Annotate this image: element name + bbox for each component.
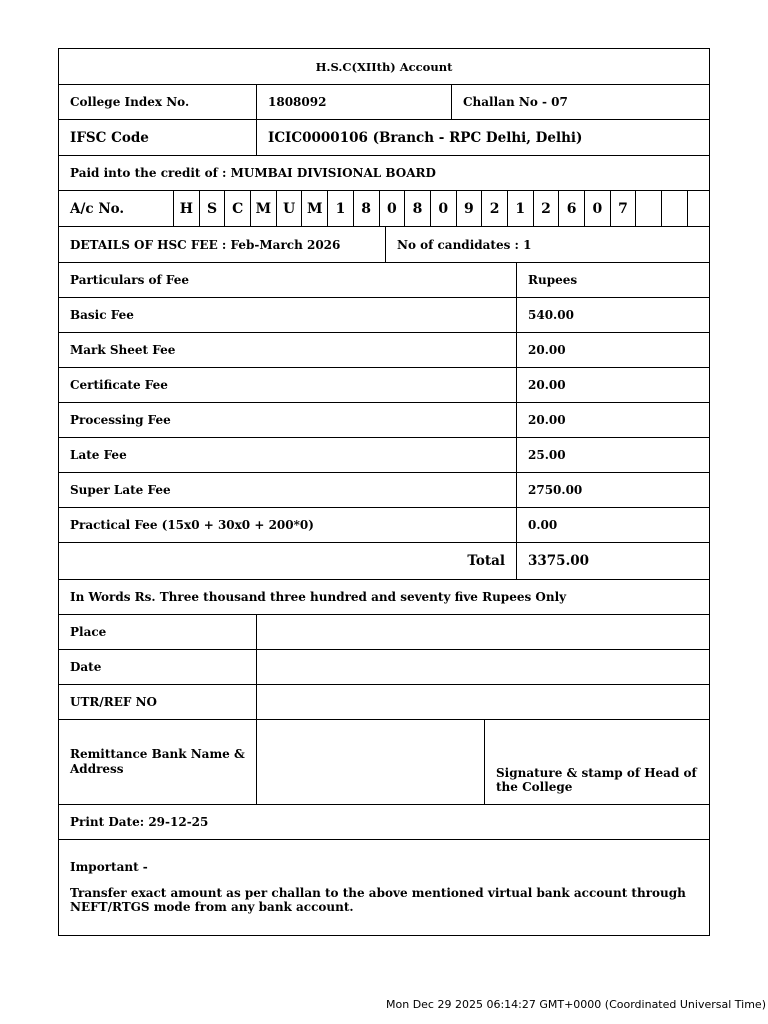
ifsc-label: IFSC Code xyxy=(70,129,149,146)
paid-into-text: Paid into the credit of : MUMBAI DIVISIONAL BOARD xyxy=(70,166,436,180)
fee-amount: 540.00 xyxy=(516,298,709,332)
fee-row xyxy=(59,298,709,333)
place-row xyxy=(59,615,709,650)
total-value: 3375.00 xyxy=(516,543,709,579)
challan-form xyxy=(58,48,710,936)
fee-row xyxy=(59,403,709,438)
fee-name: Super Late Fee xyxy=(70,483,171,497)
in-words-row xyxy=(59,580,709,615)
date-row xyxy=(59,650,709,685)
fee-name: Processing Fee xyxy=(70,413,171,427)
remittance-label: Remittance Bank Name & Address xyxy=(70,747,245,776)
fee-name: Practical Fee (15x0 + 30x0 + 200*0) xyxy=(70,518,314,532)
account-char-box: 7 xyxy=(610,191,636,226)
fee-row xyxy=(59,333,709,368)
fee-amount: 20.00 xyxy=(516,333,709,367)
account-row xyxy=(59,191,709,227)
fee-name: Basic Fee xyxy=(70,308,134,322)
fee-amount: 25.00 xyxy=(516,438,709,472)
place-label: Place xyxy=(70,625,107,639)
title-row xyxy=(59,49,709,85)
print-timestamp: Mon Dec 29 2025 06:14:27 GMT+0000 (Coordinated Universal Time) xyxy=(386,998,766,1011)
fee-details-row xyxy=(59,227,709,263)
particulars-header: Particulars of Fee xyxy=(70,273,189,287)
account-char-box: 0 xyxy=(430,191,456,226)
college-index-row xyxy=(59,85,709,120)
account-char-box xyxy=(635,191,661,226)
fee-amount: 2750.00 xyxy=(516,473,709,507)
account-char-box: 8 xyxy=(353,191,379,226)
fee-name: Certificate Fee xyxy=(70,378,168,392)
date-value xyxy=(256,650,709,684)
important-text: Transfer exact amount as per challan to the above mentioned virtual bank account through NEFT/RTGS mode from any bank account. xyxy=(70,885,686,914)
in-words-text: In Words Rs. Three thousand three hundred and seventy five Rupees Only xyxy=(70,590,567,604)
college-index-label: College Index No. xyxy=(70,95,190,109)
account-char-box: 8 xyxy=(404,191,430,226)
important-note xyxy=(59,840,709,935)
ifsc-value: ICIC0000106 (Branch - RPC Delhi, Delhi) xyxy=(256,120,709,155)
account-char-box: M xyxy=(250,191,276,226)
account-char-box: 2 xyxy=(481,191,507,226)
remittance-value xyxy=(256,720,484,804)
account-number-boxes xyxy=(173,191,712,226)
account-char-box: 1 xyxy=(507,191,533,226)
fee-amount: 0.00 xyxy=(516,508,709,542)
account-char-box: U xyxy=(276,191,302,226)
fee-row xyxy=(59,508,709,543)
fee-amount: 20.00 xyxy=(516,368,709,402)
account-char-box xyxy=(661,191,687,226)
important-title: Important - xyxy=(70,860,148,874)
account-char-box: 0 xyxy=(584,191,610,226)
utr-label: UTR/REF NO xyxy=(70,695,157,709)
total-row xyxy=(59,543,709,580)
account-char-box: S xyxy=(199,191,225,226)
rupees-header: Rupees xyxy=(516,263,709,297)
print-date: Print Date: 29-12-25 xyxy=(70,815,209,829)
form-title: H.S.C(XIIth) Account xyxy=(315,59,453,74)
signature-label: Signature & stamp of Head of the College xyxy=(484,720,709,804)
fee-header-row xyxy=(59,263,709,298)
fee-details-text: DETAILS OF HSC FEE : Feb-March 2026 xyxy=(70,237,341,252)
important-row xyxy=(59,840,709,935)
print-date-row xyxy=(59,805,709,840)
challan-number: Challan No - 07 xyxy=(451,85,709,119)
utr-row xyxy=(59,685,709,720)
account-char-box: 6 xyxy=(558,191,584,226)
total-label: Total xyxy=(467,553,505,569)
place-value xyxy=(256,615,709,649)
account-label: A/c No. xyxy=(70,200,125,217)
account-char-box: 0 xyxy=(379,191,405,226)
account-char-box: C xyxy=(224,191,250,226)
date-label: Date xyxy=(70,660,102,674)
account-char-box: 9 xyxy=(456,191,482,226)
fee-row xyxy=(59,368,709,403)
paid-into-row xyxy=(59,156,709,191)
fee-row xyxy=(59,438,709,473)
fee-name: Late Fee xyxy=(70,448,127,462)
fee-name: Mark Sheet Fee xyxy=(70,343,176,357)
ifsc-row xyxy=(59,120,709,156)
candidates-text: No of candidates : 1 xyxy=(385,227,709,262)
college-index-value: 1808092 xyxy=(256,85,451,119)
account-char-box: H xyxy=(173,191,199,226)
account-char-box: 2 xyxy=(533,191,559,226)
utr-value xyxy=(256,685,709,719)
account-char-box: 1 xyxy=(327,191,353,226)
fee-amount: 20.00 xyxy=(516,403,709,437)
fee-row xyxy=(59,473,709,508)
account-char-box xyxy=(687,191,713,226)
remittance-row xyxy=(59,720,709,805)
account-char-box: M xyxy=(301,191,327,226)
